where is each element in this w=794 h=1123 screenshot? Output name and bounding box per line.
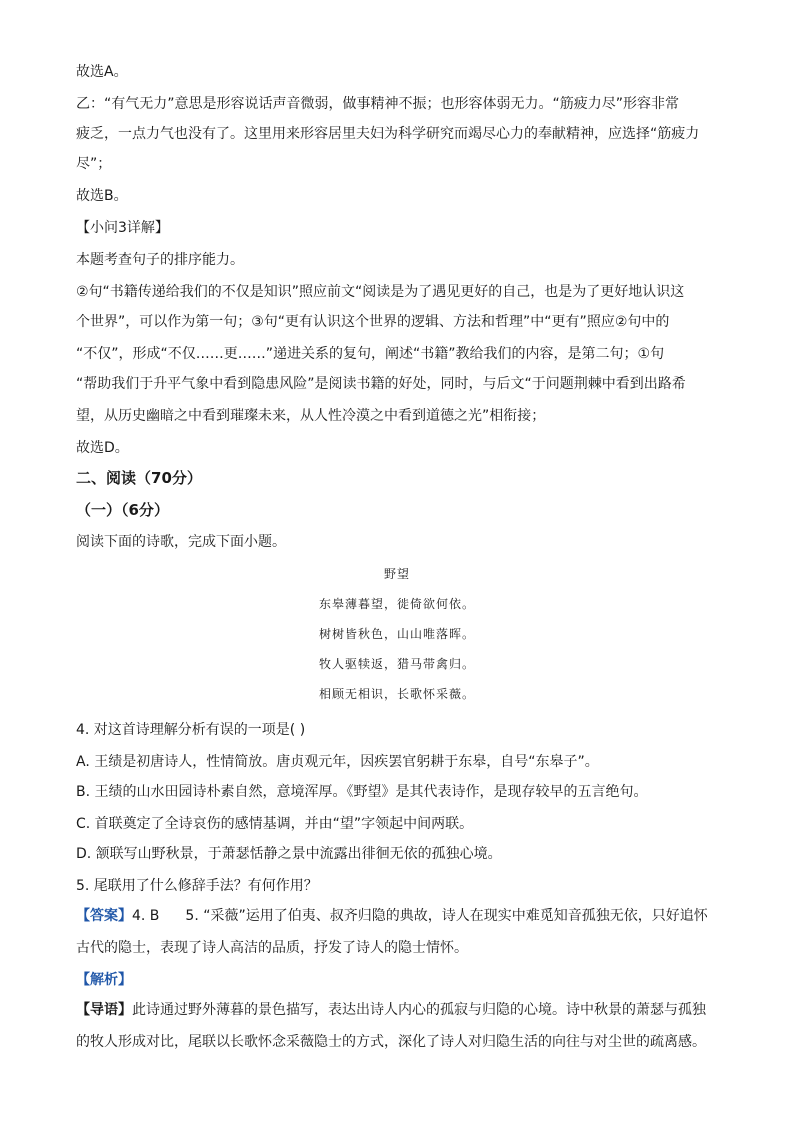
text-line: 望，从历史幽暗之中看到璀璨未来，从人性冷漠之中看到道德之光”相衔接； [76,408,546,424]
text-line: 本题考查句子的排序能力。 [76,252,244,268]
answer-q5: 5. “采薇”运用了伯夷、叔齐归隐的典故，诗人在现实中难觅知音孤独无依，只好追怀 [185,908,708,924]
intro-line [76,1000,726,1020]
text-line: 个世界”，可以作为第一句；③句“更有认识这个世界的逻辑、方法和哲理”中“更有”照应②句中的 [76,314,670,330]
answer-tag: 【答案】 [76,908,132,924]
text-line: 故选B。 [76,188,128,204]
text-line: 故选D。 [76,440,129,456]
answer-q4: 4. B [132,908,160,924]
option-a: A. 王绩是初唐诗人，性情简放。唐贞观元年，因疾罢官躬耕于东皋，自号“东皋子”。 [76,754,599,770]
instruction: 阅读下面的诗歌，完成下面小题。 [76,534,286,550]
poem-line: 树树皆秋色，山山唯落晖。 [318,627,475,641]
text-line: “不仅”，形成“不仅……更……”递进关系的复句，阐述“书籍”教给我们的内容，是第二句；①句 [76,346,665,362]
subquestion-heading: 【小问3详解】 [76,220,169,236]
subsection-title: （一）（6分） [76,501,169,519]
option-d: D. 颔联写山野秋景，于萧瑟恬静之景中流露出徘徊无依的孤独心境。 [76,846,502,862]
text-line: “帮助我们于升平气象中看到隐患风险”是阅读书籍的好处，同时，与后文“于问题荆棘中看到出路希 [76,376,686,392]
section-title: 二、阅读（70分） [76,469,202,487]
intro-line-2: 的牧人形成对比，尾联以长歌怀念采薇隐士的方式，深化了诗人对归隐生活的向往与对尘世的疏离感。 [76,1034,706,1050]
text-line: 疲乏，一点力气也没有了。这里用来形容居里夫妇为科学研究而竭尽心力的奉献精神，应选择“筋疲力 [76,126,700,142]
text-line: 尽”； [76,156,112,172]
text-line: ②句“书籍传递给我们的不仅是知识”照应前文“阅读是为了遇见更好的自己，也是为了更好地认识这 [76,284,685,300]
analysis-heading [76,970,726,990]
poem-line: 东皋薄暮望，徙倚欲何依。 [318,597,475,611]
poem-line: 牧人驱犊返，猎马带禽归。 [318,657,475,671]
answer-line-2: 古代的隐士，表现了诗人高洁的品质，抒发了诗人的隐士情怀。 [76,940,468,956]
poem-title: 野望 [383,567,410,581]
intro-text: 此诗通过野外薄暮的景色描写，表达出诗人内心的孤寂与归隐的心境。诗中秋景的萧瑟与孤独 [132,1002,706,1018]
poem-line: 相顾无相识，长歌怀采薇。 [318,687,475,701]
analysis-tag: 【解析】 [76,972,132,988]
question-4-stem: 4. 对这首诗理解分析有误的一项是( ) [76,722,306,738]
intro-tag: 【导语】 [76,1002,132,1018]
option-b: B. 王绩的山水田园诗朴素自然，意境浑厚。《野望》是其代表诗作，是现存较早的五言绝句。 [76,784,648,800]
text-line: 乙：“有气无力”意思是形容说话声音微弱，做事精神不振；也形容体弱无力。“筋疲力尽”形容非常 [76,96,680,112]
question-5-stem: 5. 尾联用了什么修辞手法？有何作用？ [76,878,318,894]
option-c: C. 首联奠定了全诗哀伤的感情基调，并由“望”字领起中间两联。 [76,816,474,832]
answer-line [76,906,726,926]
text-line: 故选A。 [76,64,128,80]
